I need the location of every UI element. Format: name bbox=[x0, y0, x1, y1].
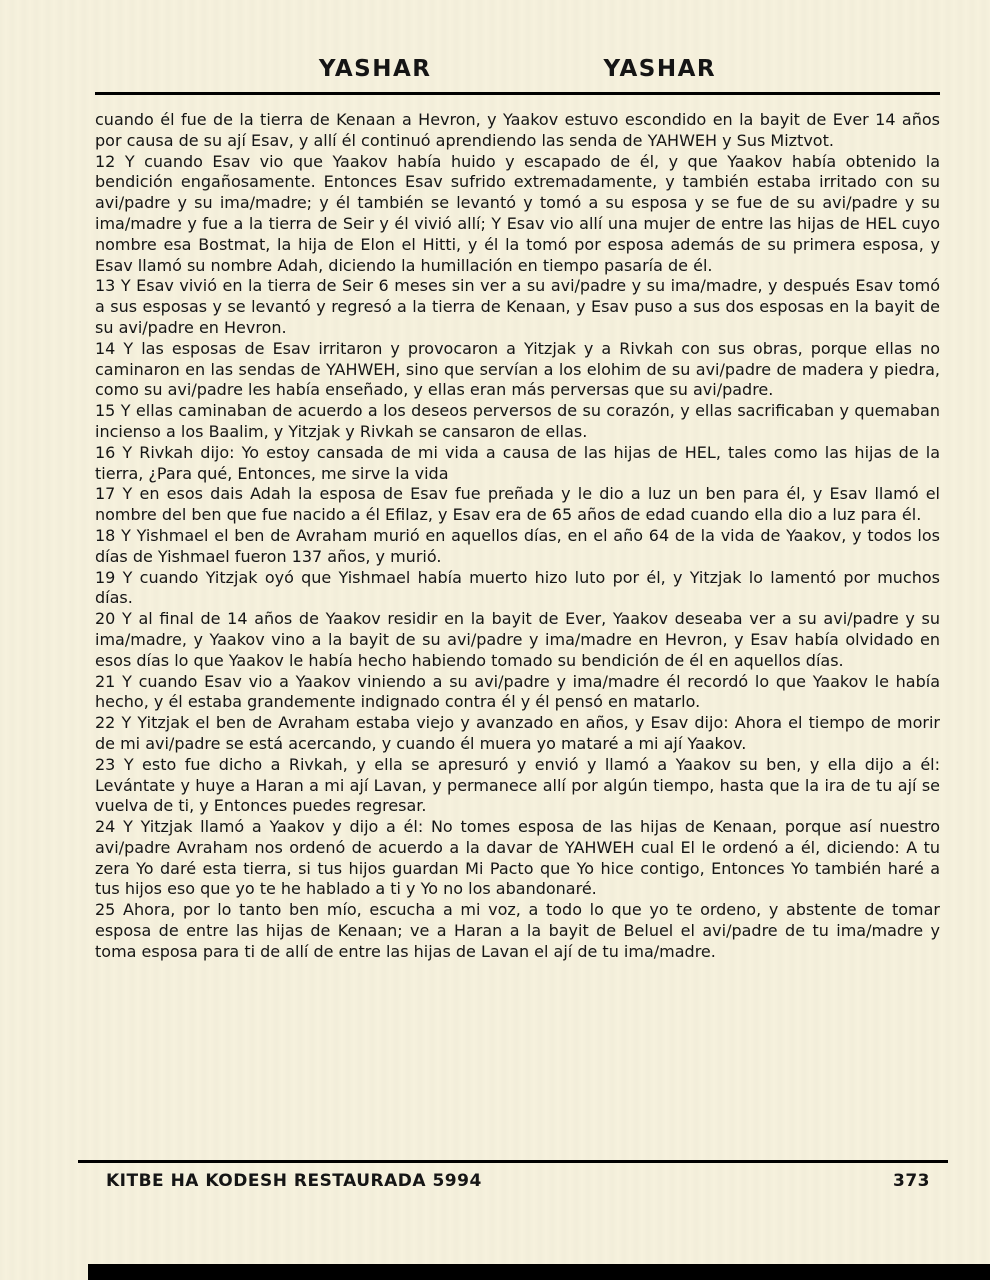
verse-25: 25 Ahora, por lo tanto ben mío, escucha a mi voz, a todo lo que yo te ordeno, y abstente de tomar esposa de entre las hijas de Kenaan; ve a Haran a la bayit de Beluel el avi/padre de tu ima/madre y toma esposa para ti de allí de entre las hijas de Lavan el ají de tu ima/madre. bbox=[95, 900, 940, 961]
header-title-right: YASHAR bbox=[603, 56, 717, 82]
body-text bbox=[95, 110, 940, 963]
paragraph-continuation: cuando él fue de la tierra de Kenaan a Hevron, y Yaakov estuvo escondido en la bayit de Ever 14 años por causa de su ají Esav, y allí él continuó aprendiendo las senda de YAHWEH y Sus Miztvot. bbox=[95, 110, 940, 150]
verse-16: 16 Y Rivkah dijo: Yo estoy cansada de mi vida a causa de las hijas de HEL, tales como las hijas de la tierra, ¿Para qué, Entonces, me sirve la vida bbox=[95, 442, 940, 483]
verse-15: 15 Y ellas caminaban de acuerdo a los deseos perversos de su corazón, y ellas sacrificaban y quemaban incienso a los Baalim, y Yitzjak y Rivkah se cansaron de ellas. bbox=[95, 401, 940, 441]
page-header bbox=[95, 56, 940, 82]
footer-row bbox=[78, 1163, 948, 1191]
footer-page-number: 373 bbox=[893, 1171, 930, 1191]
footer-book-title: KITBE HA KODESH RESTAURADA 5994 bbox=[106, 1171, 482, 1191]
verse-13: 13 Y Esav vivió en la tierra de Seir 6 meses sin ver a su avi/padre y su ima/madre, y después Esav tomó a sus esposas y se levantó y regresó a la tierra de Kenaan, y Esav puso a sus dos esposas en la bayit de su avi/padre en Hevron. bbox=[95, 276, 940, 337]
verse-24: 24 Y Yitzjak llamó a Yaakov y dijo a él: No tomes esposa de las hijas de Kenaan, porque así nuestro avi/padre Avraham nos ordenó de acuerdo a la davar de YAHWEH cual El le ordenó a él, diciendo: A tu zera Yo daré esta tierra, si tus hijos guardan Mi Pacto que Yo hice contigo, Entonces Yo también haré a tus hijos eso que yo te he hablado a ti y Yo no los abandonaré. bbox=[95, 817, 940, 899]
verse-19: 19 Y cuando Yitzjak oyó que Yishmael había muerto hizo luto por él, y Yitzjak lo lamentó por muchos días. bbox=[95, 567, 940, 608]
header-rule bbox=[95, 92, 940, 95]
verse-20: 20 Y al final de 14 años de Yaakov residir en la bayit de Ever, Yaakov deseaba ver a su avi/padre y su ima/madre, y Yaakov vino a la bayit de su avi/padre y ima/madre en Hevron, y Esav había olvidado en esos días lo que Yaakov le había hecho habiendo tomado su bendición de él en aquellos días. bbox=[95, 609, 940, 670]
verse-17: 17 Y en esos dais Adah la esposa de Esav fue preñada y le dio a luz un ben para él, y Esav llamó el nombre del ben que fue nacido a él Efilaz, y Esav era de 65 años de edad cuando ella dio a luz para él. bbox=[95, 484, 940, 525]
scan-edge-artifact bbox=[88, 1264, 990, 1280]
verse-22: 22 Y Yitzjak el ben de Avraham estaba viejo y avanzado en años, y Esav dijo: Ahora el tiempo de morir de mi avi/padre se está acercando, y cuando él muera yo mataré a mi ají Yaakov. bbox=[95, 713, 940, 753]
page-content bbox=[95, 0, 940, 963]
verse-14: 14 Y las esposas de Esav irritaron y provocaron a Yitzjak y a Rivkah con sus obras, porque ellas no caminaron en las sendas de YAHWEH, sino que servían a los elohim de su avi/padre de madera y piedra, como su avi/padre les había enseñado, y ellas eran más perversas que su avi/padre. bbox=[95, 338, 940, 400]
verse-18: 18 Y Yishmael el ben de Avraham murió en aquellos días, en el año 64 de la vida de Yaakov, y todos los días de Yishmael fueron 137 años, y murió. bbox=[95, 525, 940, 566]
header-title-left: YASHAR bbox=[318, 56, 432, 82]
verse-12: 12 Y cuando Esav vio que Yaakov había huido y escapado de él, y que Yaakov había obtenido la bendición engañosamente. Entonces Esav sufrido extremadamente, y también estaba irritado con su avi/padre y su ima/madre; y él también se levantó y tomó a su esposa y se fue de su avi/padre y su ima/madre y fue a la tierra de Seir y él vivió allí; Y Esav vio allí una mujer de entre las hijas de HEL cuyo nombre esa Bostmat, la hija de Elon el Hitti, y él la tomó por esposa además de su primera esposa, y Esav llamó su nombre Adah, diciendo la humillación en tiempo pasaría de él. bbox=[95, 151, 940, 275]
verse-21: 21 Y cuando Esav vio a Yaakov viniendo a su avi/padre y ima/madre él recordó lo que Yaakov le había hecho, y él estaba grandemente indignado contra él y él pensó en matarlo. bbox=[95, 671, 940, 712]
page-footer bbox=[78, 1160, 948, 1191]
verse-23: 23 Y esto fue dicho a Rivkah, y ella se apresuró y envió y llamó a Yaakov su ben, y ella dijo a él: Levántate y huye a Haran a mi ají Lavan, y permanece allí por algún tiempo, hasta que la ira de tu ají se vuelva de ti, y Entonces puedes regresar. bbox=[95, 754, 940, 816]
